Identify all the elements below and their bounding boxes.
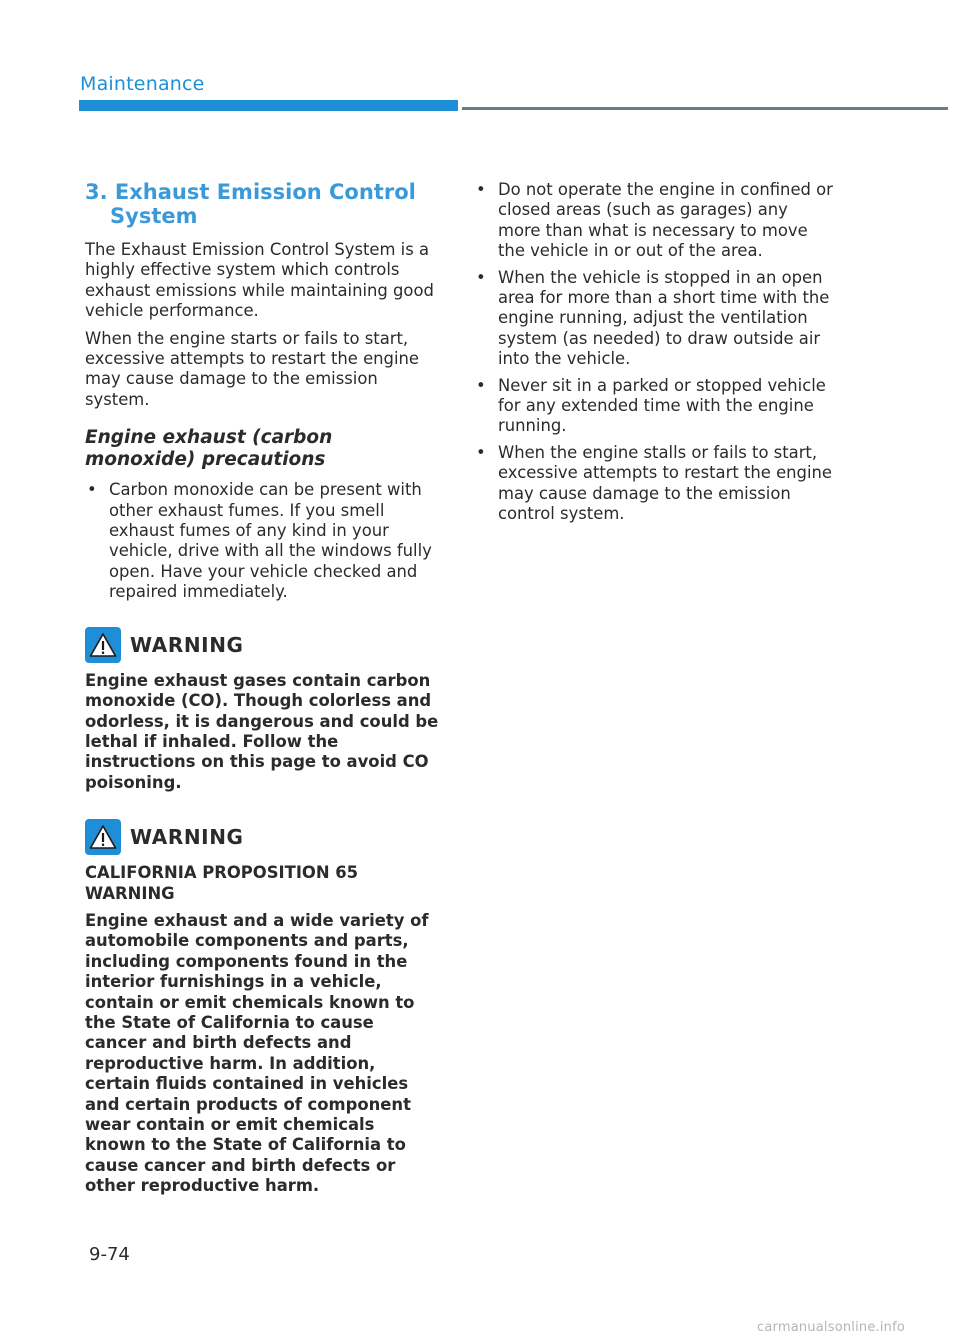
bullet-icon: •	[476, 375, 486, 395]
footer-watermark: carmanualsonline.info	[757, 1320, 906, 1335]
list-item-text: When the vehicle is stopped in an open area for more than a short time with the engine running, adjust the ventilation system (as needed) to draw outside air into the vehicle.	[498, 267, 830, 369]
bullet-list	[474, 180, 834, 525]
subsection-title: Engine exhaust (carbon monoxide) precautions	[85, 427, 333, 471]
list-item-text: Do not operate the engine in confined or closed areas (such as garages) any more than what is necessary to move the vehicle in or out of the area.	[498, 180, 833, 261]
warning-label: WARNING	[130, 632, 244, 657]
warning-heading: CALIFORNIA PROPOSITION 65 WARNING	[85, 863, 359, 903]
list-item-text: Carbon monoxide can be present with other exhaust fumes. If you smell exhaust fumes of any kind in your vehicle, drive with all the windows fully open. Have your vehicle checked and repaired immediately.	[109, 480, 432, 602]
page-number: 9-74	[89, 1244, 130, 1265]
warning-triangle-icon	[85, 819, 121, 855]
paragraph: When the engine starts or fails to start, excessive attempts to restart the engine may cause damage to the emission system.	[85, 328, 419, 409]
left-column	[85, 180, 440, 1204]
section-header: Maintenance	[80, 73, 205, 95]
bullet-icon: •	[87, 480, 97, 500]
warning-triangle-icon	[85, 627, 121, 663]
warning-text: Engine exhaust gases contain carbon monoxide (CO). Though colorless and odorless, it is dangerous and could be lethal if inhaled. Follow the instructions on this page to avoid CO poisoning.	[85, 670, 439, 792]
list-item-text: Never sit in a parked or stopped vehicle for any extended time with the engine running.	[498, 375, 826, 436]
warning-header	[85, 819, 440, 855]
warning-text: Engine exhaust and a wide variety of automobile components and parts, including components found in the interior furnishings in a vehicle, contain or emit chemicals known to the State of California to cause cancer and birth defects and reproductive harm. In addition, certain fluids contained in vehicles and certain products of component wear contain or emit chemicals known to the State of California to cause cancer and birth defects or other reproductive harm.	[85, 910, 429, 1196]
warning-label: WARNING	[130, 825, 244, 850]
list-item-text: When the engine stalls or fails to start, excessive attempts to restart the engine may cause damage to the emission control system.	[498, 442, 832, 524]
list-item	[474, 443, 834, 525]
bullet-icon: •	[476, 267, 486, 287]
header-rule	[462, 107, 948, 110]
section-title: 3. Exhaust Emission Control System	[85, 180, 416, 228]
bullet-icon: •	[476, 442, 486, 462]
bullet-icon: •	[476, 180, 486, 199]
warning-header	[85, 627, 440, 663]
header-accent-bar	[79, 100, 458, 111]
bullet-list	[85, 480, 440, 602]
list-item	[85, 480, 440, 602]
right-column	[474, 180, 834, 531]
list-item	[474, 180, 834, 262]
list-item	[474, 376, 834, 437]
list-item	[474, 268, 834, 370]
paragraph: The Exhaust Emission Control System is a highly effective system which controls exhaust emissions while maintaining good vehicle performance.	[85, 240, 434, 321]
